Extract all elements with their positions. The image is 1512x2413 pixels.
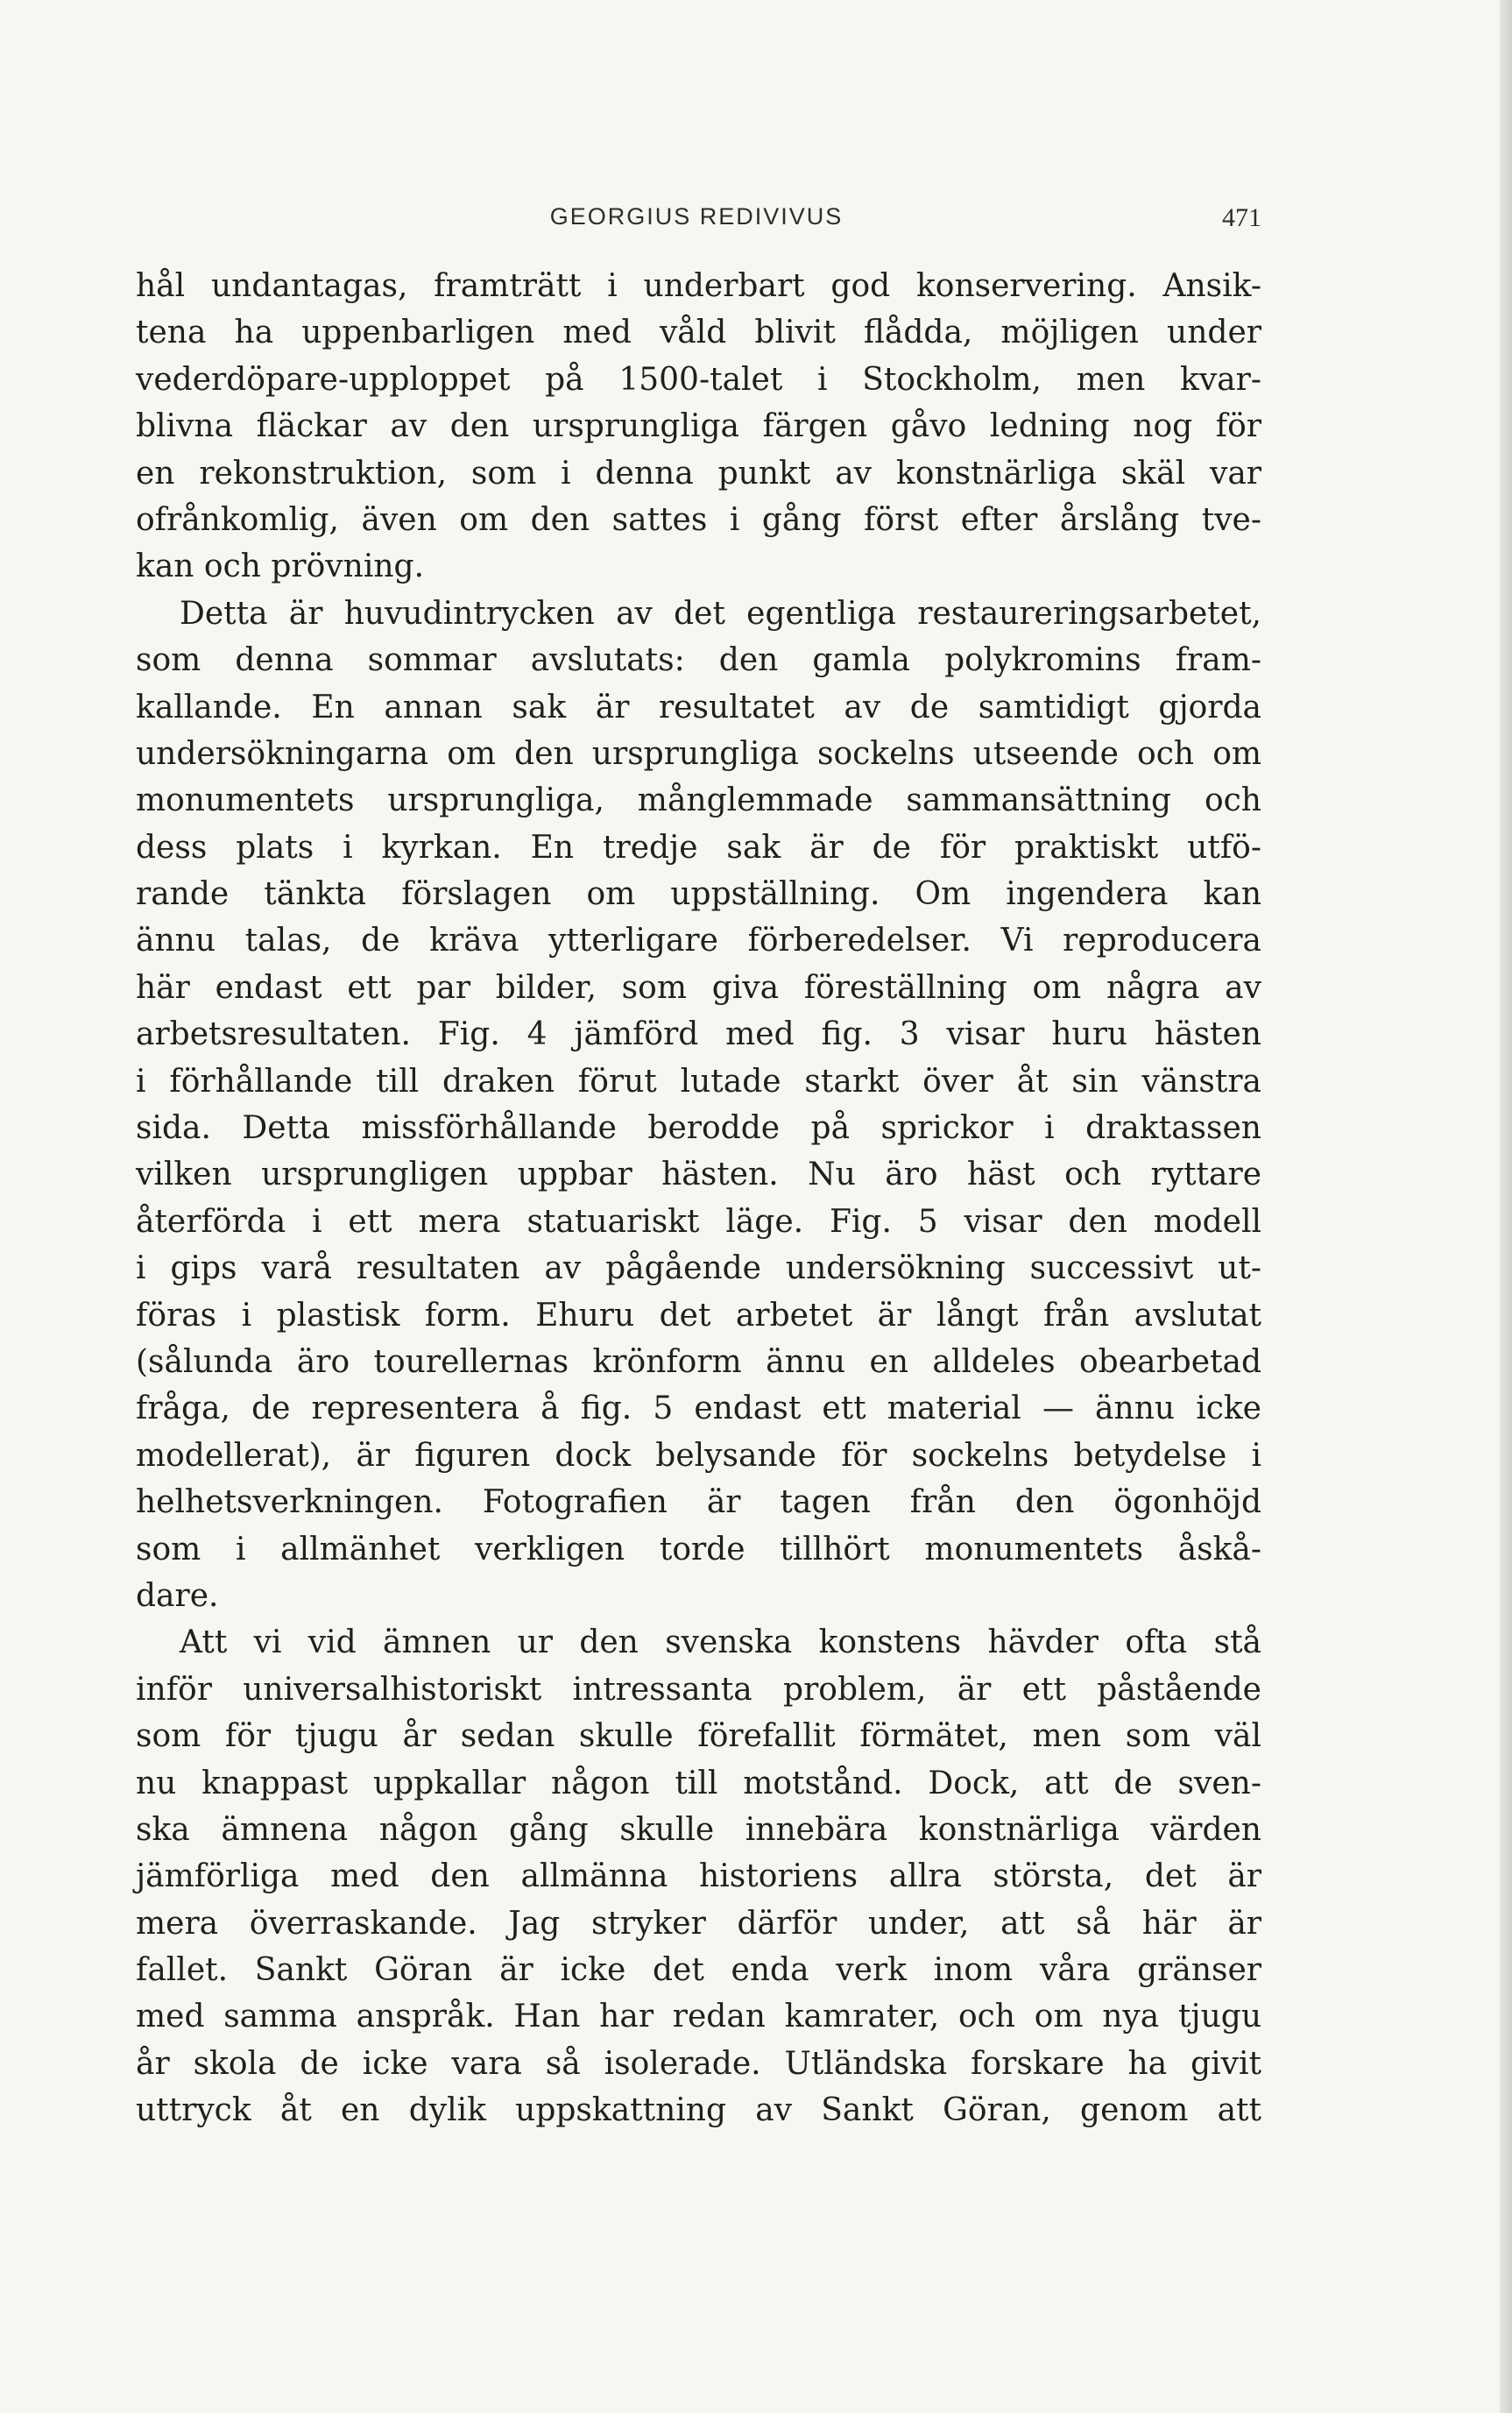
text-line: tena ha uppenbarligen med våld blivit flådda, möjligen under bbox=[136, 315, 1261, 351]
body-text bbox=[136, 263, 1261, 2134]
text-line: undersökningarna om den ursprungliga sockelns utseende och om bbox=[136, 735, 1261, 772]
running-head bbox=[131, 203, 1261, 238]
text-line: ofrånkomlig, även om den sattes i gång först efter årslång tve- bbox=[136, 501, 1261, 538]
text-line: jämförliga med den allmänna historiens allra största, det är bbox=[136, 1858, 1261, 1895]
text-line: som i allmänhet verkligen torde tillhört monumentets åskå- bbox=[136, 1531, 1261, 1567]
text-line: fallet. Sankt Göran är icke det enda verk inom våra gränser bbox=[136, 1952, 1261, 1989]
running-title: GEORGIUS REDIVIVUS bbox=[549, 203, 844, 230]
text-line: uttryck åt en dylik uppskattning av Sankt Göran, genom att bbox=[136, 2092, 1261, 2129]
text-line: vilken ursprungligen uppbar hästen. Nu äro häst och ryttare bbox=[136, 1157, 1261, 1193]
text-line: monumentets ursprungliga, månglemmade sammansättning och bbox=[136, 782, 1261, 819]
text-line: (sålunda äro tourellernas krönform ännu en alldeles obearbetad bbox=[136, 1343, 1261, 1380]
text-line: i förhållande till draken förut lutade starkt över åt sin vänstra bbox=[136, 1063, 1261, 1100]
text-line: som för tjugu år sedan skulle förefallit förmätet, men som väl bbox=[136, 1718, 1261, 1755]
text-line: helhetsverkningen. Fotografien är tagen från den ögonhöjd bbox=[136, 1484, 1261, 1521]
text-line: blivna fläckar av den ursprungliga färgen gåvo ledning nog för bbox=[136, 408, 1261, 445]
text-line: dare. bbox=[136, 1577, 219, 1614]
text-line: ännu talas, de kräva ytterligare förberedelser. Vi reproducera bbox=[136, 923, 1261, 959]
page-number: 471 bbox=[1222, 203, 1261, 232]
text-line: arbetsresultaten. Fig. 4 jämförd med fig. 3 visar huru hästen bbox=[136, 1016, 1261, 1053]
text-line: mera överraskande. Jag stryker därför under, att så här är bbox=[136, 1905, 1261, 1942]
text-line: kan och prövning. bbox=[136, 548, 425, 585]
text-line: som denna sommar avslutats: den gamla polykromins fram- bbox=[136, 642, 1261, 679]
text-line: modellerat), är figuren dock belysande för sockelns betydelse i bbox=[136, 1437, 1261, 1474]
text-line: med samma anspråk. Han har redan kamrater, och om nya tjugu bbox=[136, 1999, 1261, 2035]
text-line: här endast ett par bilder, som giva föreställning om några av bbox=[136, 969, 1261, 1006]
text-line: kallande. En annan sak är resultatet av de samtidigt gjorda bbox=[136, 689, 1261, 725]
text-line: ska ämnena någon gång skulle innebära konstnärliga värden bbox=[136, 1811, 1261, 1848]
page-edge bbox=[1500, 0, 1512, 2413]
text-line: nu knappast uppkallar någon till motstånd. Dock, att de sven- bbox=[136, 1765, 1261, 1801]
text-line: en rekonstruktion, som i denna punkt av konstnärliga skäl var bbox=[136, 455, 1261, 492]
text-line: Detta är huvudintrycken av det egentliga restaureringsarbetet, bbox=[180, 595, 1261, 632]
text-line: återförda i ett mera statuariskt läge. Fig. 5 visar den modell bbox=[136, 1203, 1261, 1240]
text-line: rande tänkta förslagen om uppställning. Om ingendera kan bbox=[136, 876, 1261, 913]
text-line: hål undantagas, framträtt i underbart god konservering. Ansik- bbox=[136, 268, 1261, 304]
text-line: vederdöpare-upploppet på 1500-talet i Stockholm, men kvar- bbox=[136, 361, 1261, 398]
text-line: dess plats i kyrkan. En tredje sak är de för praktiskt utfö- bbox=[136, 829, 1261, 866]
text-line: föras i plastisk form. Ehuru det arbetet är långt från avslutat bbox=[136, 1297, 1261, 1334]
text-line: fråga, de representera å fig. 5 endast ett material — ännu icke bbox=[136, 1390, 1261, 1427]
text-line: år skola de icke vara så isolerade. Utländska forskare ha givit bbox=[136, 2045, 1261, 2082]
text-line: sida. Detta missförhållande berodde på sprickor i draktassen bbox=[136, 1110, 1261, 1147]
text-line: Att vi vid ämnen ur den svenska konstens hävder ofta stå bbox=[180, 1624, 1261, 1661]
text-line: i gips varå resultaten av pågående undersökning successivt ut- bbox=[136, 1250, 1261, 1287]
text-line: inför universalhistoriskt intressanta problem, är ett påstående bbox=[136, 1671, 1261, 1708]
